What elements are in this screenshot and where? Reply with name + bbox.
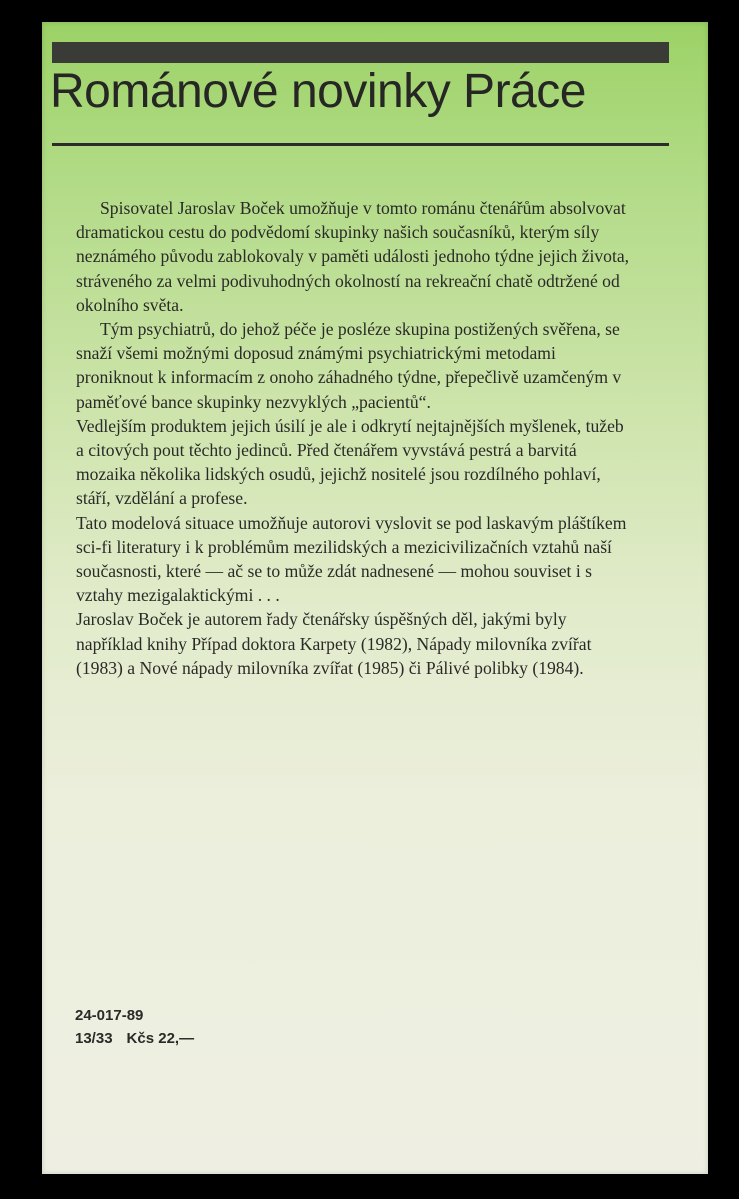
catalog-number-row xyxy=(75,1004,194,1027)
blurb-text xyxy=(76,196,631,680)
blurb-paragraph-5: Jaroslav Boček je autorem řady čtenářsky úspěšných děl, jakými byly například knihy Případ doktora Karpety (1982), Nápady milovníka zvířat (1983) a Nové nápady milovníka zvířat (1985) či Pálivé polibky (1984). xyxy=(76,609,592,678)
catalog-number: 24-017-89 xyxy=(75,1007,144,1024)
title-underline xyxy=(52,143,669,146)
publication-codes xyxy=(75,1004,194,1050)
series-title: Románové novinky Práce xyxy=(50,65,586,118)
blurb-paragraph-4: Tato modelová situace umožňuje autorovi vyslovit se pod laskavým pláštíkem sci-fi literatury i k problémům mezilidských a mezicivilizačních vztahů naší současnosti, které — ač se to může zdát nadnesené — mohou souviset i s vztahy mezigalaktickými . . . xyxy=(76,512,627,606)
decorative-top-bar xyxy=(52,42,669,63)
blurb-paragraph-1: Spisovatel Jaroslav Boček umožňuje v tomto románu čtenářům absolvovat dramatickou cestu do podvědomí skupinky našich současníků, kterým síly neznámého původu zablokovaly v paměti události jednoho týdne jejich života, stráveného za velmi podivuhodných okolností na rekreační chatě odtržené od okolního světa. xyxy=(76,198,630,315)
blurb-paragraph-2: Tým psychiatrů, do jehož péče je posléze skupina postižených svěřena, se snaží všemi možnými doposud známými psychiatrickými metodami proniknout k informacím z onoho záhadného týdne, přepečlivě uzamčeným v paměťové bance skupinky nezvyklých „pacientů“. xyxy=(76,319,622,412)
blurb-paragraph-3: Vedlejším produktem jejich úsilí je ale i odkrytí nejtajnějších myšlenek, tužeb a citových pout těchto jedinců. Před čtenářem vyvstává pestrá a barvitá mozaika několika lidských osudů, jejichž nositelé jsou rozdílného pohlaví, stáří, vzdělání a profese. xyxy=(76,415,624,509)
price-row xyxy=(75,1027,194,1050)
price: Kčs 22,— xyxy=(126,1030,195,1047)
edition-code: 13/33 xyxy=(75,1030,113,1047)
